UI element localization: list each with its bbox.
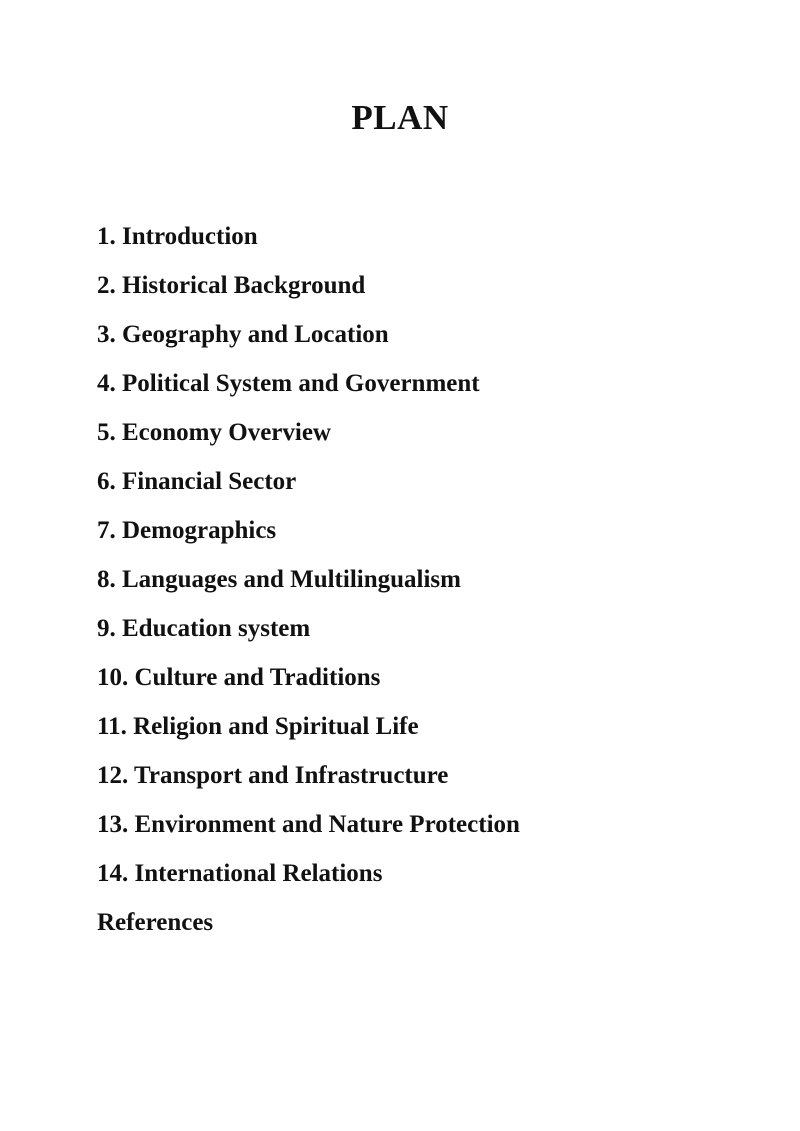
- toc-item-historical-background: 2. Historical Background: [97, 272, 366, 299]
- toc-item-religion: 11. Religion and Spiritual Life: [97, 713, 419, 740]
- toc-item-culture-and-traditions: 10. Culture and Traditions: [97, 664, 381, 691]
- toc-item-education-system: 9. Education system: [97, 615, 311, 642]
- toc-item-political-system: 4. Political System and Government: [97, 370, 480, 397]
- toc-item-introduction: 1. Introduction: [97, 223, 258, 250]
- toc-item-demographics: 7. Demographics: [97, 517, 277, 544]
- toc-item-international-relations: 14. International Relations: [97, 860, 383, 887]
- toc-item-languages: 8. Languages and Multilingualism: [97, 566, 461, 593]
- toc-item-financial-sector: 6. Financial Sector: [97, 468, 297, 495]
- toc-item-geography-and-location: 3. Geography and Location: [97, 321, 389, 348]
- toc-item-references: References: [97, 909, 214, 936]
- table-of-contents: [97, 212, 520, 947]
- toc-item-economy-overview: 5. Economy Overview: [97, 419, 331, 446]
- page-title: PLAN: [351, 98, 449, 137]
- toc-item-transport: 12. Transport and Infrastructure: [97, 762, 449, 789]
- toc-item-environment: 13. Environment and Nature Protection: [97, 811, 520, 838]
